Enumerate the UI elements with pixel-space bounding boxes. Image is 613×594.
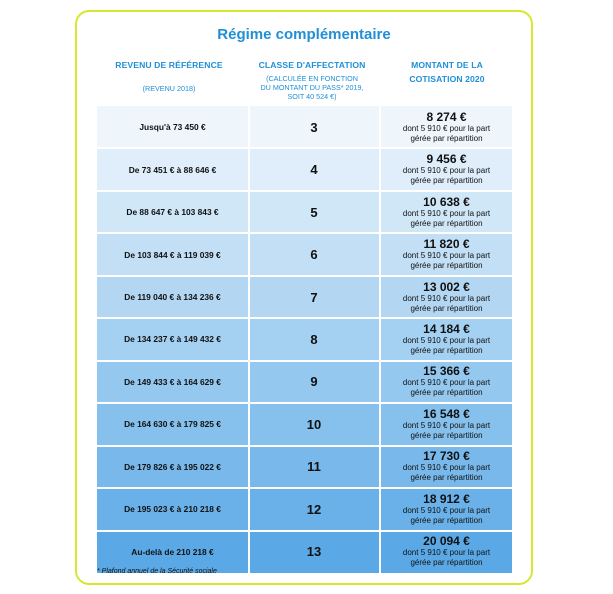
montant-detail-1: dont 5 910 € pour la part xyxy=(402,123,491,133)
row-divider xyxy=(97,275,512,277)
cell-montant xyxy=(381,106,512,148)
montant-detail-1: dont 5 910 € pour la part xyxy=(402,420,491,430)
table-row xyxy=(97,148,512,190)
header-classe-sub-3: SOIT 40 524 €) xyxy=(287,92,337,101)
montant-detail-2: gérée par répartition xyxy=(410,388,483,398)
montant-detail-2: gérée par répartition xyxy=(410,515,483,525)
table-row xyxy=(97,531,512,573)
montant-value: 10 638 € xyxy=(423,194,470,209)
montant-detail-1: dont 5 910 € pour la part xyxy=(402,548,491,558)
montant-detail-1: dont 5 910 € pour la part xyxy=(402,463,491,473)
montant-detail-2: gérée par répartition xyxy=(410,430,483,440)
cell-montant xyxy=(381,148,512,190)
montant-detail-1: dont 5 910 € pour la part xyxy=(402,293,491,303)
montant-value: 13 002 € xyxy=(423,279,470,294)
table-row xyxy=(97,276,512,318)
row-divider xyxy=(97,360,512,362)
cell-revenu: De 164 630 € à 179 825 € xyxy=(124,419,221,430)
montant-value: 11 820 € xyxy=(423,237,470,252)
table-row xyxy=(97,318,512,360)
header-classe-sub-1: (CALCULÉE EN FONCTION xyxy=(266,74,358,83)
montant-detail-2: gérée par répartition xyxy=(410,345,483,355)
table-row xyxy=(97,191,512,233)
montant-detail-1: dont 5 910 € pour la part xyxy=(402,166,491,176)
cell-montant xyxy=(381,531,512,573)
cell-montant xyxy=(381,403,512,445)
montant-detail-2: gérée par répartition xyxy=(410,176,483,186)
table-row xyxy=(97,403,512,445)
cell-revenu: De 149 433 € à 164 629 € xyxy=(124,376,221,387)
montant-detail-1: dont 5 910 € pour la part xyxy=(402,251,491,261)
cell-revenu: De 134 237 € à 149 432 € xyxy=(124,334,221,345)
cell-revenu: De 103 844 € à 119 039 € xyxy=(124,249,221,260)
table-row xyxy=(97,361,512,403)
cell-classe: 13 xyxy=(306,544,322,560)
montant-detail-2: gérée par répartition xyxy=(410,133,483,143)
montant-detail-1: dont 5 910 € pour la part xyxy=(402,505,491,515)
cell-montant xyxy=(381,318,512,360)
cell-montant xyxy=(381,488,512,530)
header-montant-2: COTISATION 2020 xyxy=(409,74,485,84)
montant-detail-2: gérée par répartition xyxy=(410,261,483,271)
montant-detail-1: dont 5 910 € pour la part xyxy=(402,335,491,345)
row-divider xyxy=(97,232,512,234)
cell-revenu: Jusqu'à 73 450 € xyxy=(139,122,206,133)
table-row xyxy=(97,233,512,275)
cell-revenu: De 179 826 € à 195 022 € xyxy=(124,461,221,472)
header-revenu: REVENU DE RÉFÉRENCE xyxy=(115,60,223,70)
montant-detail-1: dont 5 910 € pour la part xyxy=(402,378,491,388)
montant-detail-2: gérée par répartition xyxy=(410,303,483,313)
row-divider xyxy=(97,402,512,404)
header-classe-sub-2: DU MONTANT DU PASS* 2019, xyxy=(260,83,364,92)
row-divider xyxy=(97,530,512,532)
montant-value: 17 730 € xyxy=(423,449,470,464)
montant-detail-2: gérée par répartition xyxy=(410,473,483,483)
cell-classe: 9 xyxy=(310,374,318,390)
header-revenu-sub: (REVENU 2018) xyxy=(142,84,196,93)
cotisation-table xyxy=(97,106,512,573)
table-row xyxy=(97,446,512,488)
montant-value: 16 548 € xyxy=(423,406,470,421)
cell-classe: 4 xyxy=(310,162,318,178)
row-divider xyxy=(97,487,512,489)
row-divider xyxy=(97,190,512,192)
montant-detail-2: gérée par répartition xyxy=(410,558,483,568)
cell-classe: 8 xyxy=(310,331,318,347)
row-divider xyxy=(97,147,512,149)
cell-classe: 10 xyxy=(306,416,322,432)
cell-montant xyxy=(381,233,512,275)
montant-detail-2: gérée par répartition xyxy=(410,218,483,228)
row-divider xyxy=(97,317,512,319)
montant-detail-1: dont 5 910 € pour la part xyxy=(402,208,491,218)
cell-classe: 5 xyxy=(310,204,318,220)
cell-classe: 3 xyxy=(310,119,318,135)
montant-value: 14 184 € xyxy=(423,321,470,336)
page-title: Régime complémentaire xyxy=(217,26,391,43)
table-row xyxy=(97,488,512,530)
cell-montant xyxy=(381,276,512,318)
footnote: * Plafond annuel de la Sécurité sociale xyxy=(97,568,217,575)
cell-revenu: De 73 451 € à 88 646 € xyxy=(128,164,217,175)
montant-value: 20 094 € xyxy=(423,534,470,549)
montant-value: 8 274 € xyxy=(426,109,467,124)
header-classe: CLASSE D'AFFECTATION xyxy=(258,60,366,70)
cell-montant xyxy=(381,361,512,403)
row-divider xyxy=(97,445,512,447)
cell-revenu: Au-delà de 210 218 € xyxy=(131,546,214,557)
cell-revenu: De 88 647 € à 103 843 € xyxy=(126,207,219,218)
header-montant-1: MONTANT DE LA xyxy=(411,60,483,70)
cell-montant xyxy=(381,191,512,233)
montant-value: 9 456 € xyxy=(426,152,467,167)
cell-classe: 12 xyxy=(306,501,322,517)
card-frame xyxy=(75,10,533,585)
cell-revenu: De 195 023 € à 210 218 € xyxy=(124,504,221,515)
cell-classe: 7 xyxy=(310,289,318,305)
montant-value: 15 366 € xyxy=(423,364,470,379)
cell-revenu: De 119 040 € à 134 236 € xyxy=(124,292,221,303)
cell-classe: 11 xyxy=(307,459,321,475)
cell-montant xyxy=(381,446,512,488)
cell-classe: 6 xyxy=(310,247,318,263)
table-row xyxy=(97,106,512,148)
montant-value: 18 912 € xyxy=(423,491,470,506)
